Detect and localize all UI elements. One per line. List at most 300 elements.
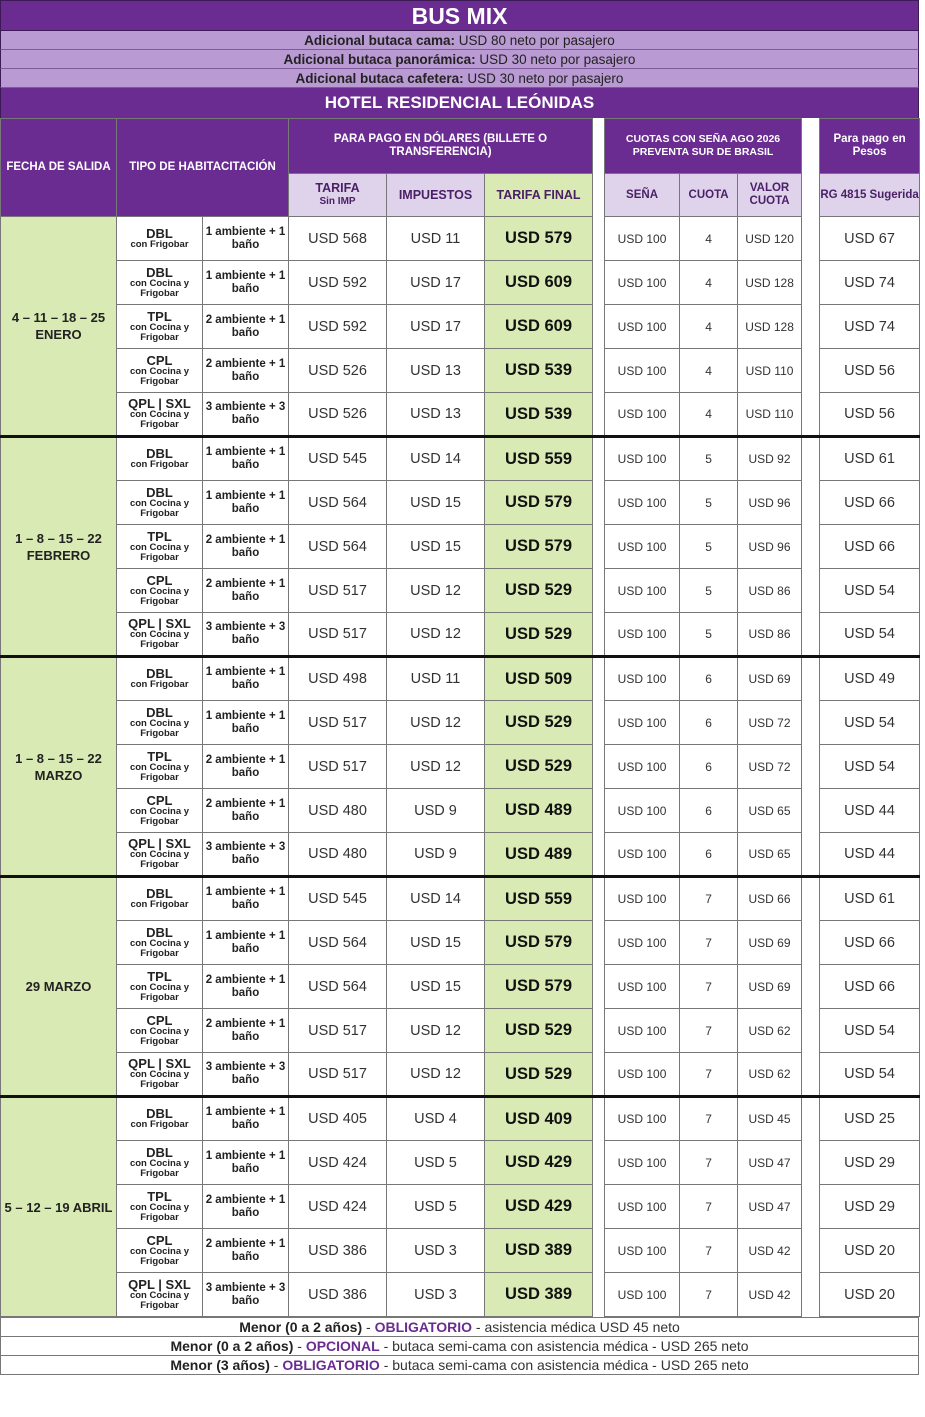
table-row: [1, 701, 920, 745]
hotel-name: HOTEL RESIDENCIAL LEÓNIDAS: [0, 88, 919, 118]
room-type: [117, 965, 203, 1009]
room-layout: 2 ambiente + 1 baño: [203, 1009, 289, 1053]
table-row: [1, 1185, 920, 1229]
tarifa-final-cell: USD 539: [485, 393, 593, 437]
room-detail: con Cocina y Frigobar: [129, 849, 190, 870]
valor-cuota-cell: USD 69: [738, 921, 802, 965]
tarifa-final-cell: USD 529: [485, 1009, 593, 1053]
column-gap: [802, 217, 820, 261]
valor-cuota-cell: USD 65: [738, 833, 802, 877]
room-detail: con Cocina y Frigobar: [129, 1289, 190, 1311]
tarifa-cell: USD 517: [289, 613, 387, 657]
cuota-cell: 7: [680, 1141, 738, 1185]
note-text: - butaca semi-cama con asistencia médica - USD 265 neto: [379, 1338, 749, 1354]
room-layout: 1 ambiente + 1 baño: [203, 437, 289, 481]
room-type: [117, 1273, 203, 1317]
pesos-cell: USD 61: [820, 877, 920, 921]
tarifa-cell: USD 592: [289, 261, 387, 305]
sena-cell: USD 100: [605, 745, 680, 789]
sena-cell: USD 100: [605, 261, 680, 305]
column-gap: [593, 119, 605, 217]
column-gap: [802, 1009, 820, 1053]
impuestos-cell: USD 17: [387, 261, 485, 305]
room-type: [117, 1141, 203, 1185]
column-gap: [593, 745, 605, 789]
room-type: [117, 217, 203, 261]
column-gap: [593, 217, 605, 261]
departure-date: 1 – 8 – 15 – 22 MARZO: [1, 657, 117, 877]
departure-date: 4 – 11 – 18 – 25 ENERO: [1, 217, 117, 437]
pesos-cell: USD 54: [820, 613, 920, 657]
cuota-cell: 7: [680, 1229, 738, 1273]
column-gap: [802, 1097, 820, 1141]
sena-cell: USD 100: [605, 789, 680, 833]
room-detail: con Cocina y Frigobar: [129, 1245, 190, 1267]
cuota-cell: 7: [680, 965, 738, 1009]
room-layout: 1 ambiente + 1 baño: [203, 261, 289, 305]
room-detail: con Frigobar: [130, 899, 189, 910]
room-detail: con Cocina y Frigobar: [129, 321, 190, 343]
pesos-cell: USD 74: [820, 305, 920, 349]
valor-cuota-cell: USD 42: [738, 1273, 802, 1317]
tarifa-cell: USD 386: [289, 1273, 387, 1317]
tarifa-final-cell: USD 429: [485, 1141, 593, 1185]
room-type: [117, 481, 203, 525]
column-gap: [593, 789, 605, 833]
room-layout: 2 ambiente + 1 baño: [203, 745, 289, 789]
impuestos-cell: USD 9: [387, 789, 485, 833]
valor-cuota-cell: USD 110: [738, 393, 802, 437]
column-gap: [802, 119, 820, 217]
note-sep: -: [293, 1338, 306, 1354]
tarifa-cell: USD 498: [289, 657, 387, 701]
room-type: [117, 1185, 203, 1229]
cuota-cell: 5: [680, 613, 738, 657]
tarifa-final-cell: USD 539: [485, 349, 593, 393]
room-layout: 3 ambiente + 3 baño: [203, 1273, 289, 1317]
cuota-cell: 4: [680, 349, 738, 393]
sena-cell: USD 100: [605, 1229, 680, 1273]
column-gap: [593, 657, 605, 701]
sena-cell: USD 100: [605, 613, 680, 657]
impuestos-cell: USD 12: [387, 1009, 485, 1053]
impuestos-cell: USD 12: [387, 1053, 485, 1097]
room-layout: 1 ambiente + 1 baño: [203, 217, 289, 261]
note-subject: Menor (3 años): [170, 1357, 270, 1373]
pesos-cell: USD 54: [820, 1009, 920, 1053]
extra-text: USD 80 neto por pasajero: [454, 33, 615, 48]
room-type: [117, 305, 203, 349]
column-gap: [802, 965, 820, 1009]
tarifa-cell: USD 526: [289, 393, 387, 437]
column-gap: [593, 1273, 605, 1317]
impuestos-cell: USD 3: [387, 1229, 485, 1273]
valor-cuota-cell: USD 62: [738, 1009, 802, 1053]
footer-note: [1, 1318, 919, 1337]
room-code: QPL | SXL: [128, 616, 191, 631]
column-gap: [593, 1053, 605, 1097]
sena-cell: USD 100: [605, 1273, 680, 1317]
footer-notes: [0, 1317, 919, 1375]
pesos-cell: USD 66: [820, 481, 920, 525]
extra-label: Adicional butaca cama:: [304, 33, 455, 48]
room-type: [117, 437, 203, 481]
header-impuestos: IMPUESTOS: [387, 174, 485, 217]
tarifa-cell: USD 480: [289, 789, 387, 833]
pesos-cell: USD 56: [820, 349, 920, 393]
impuestos-cell: USD 12: [387, 613, 485, 657]
column-gap: [593, 349, 605, 393]
table-row: [1, 965, 920, 1009]
tarifa-cell: USD 405: [289, 1097, 387, 1141]
room-detail: con Cocina y Frigobar: [129, 1069, 190, 1090]
room-type: [117, 569, 203, 613]
cuota-cell: 7: [680, 1009, 738, 1053]
column-gap: [593, 1229, 605, 1273]
room-type: [117, 1009, 203, 1053]
room-detail: con Cocina y Frigobar: [129, 585, 190, 607]
extra-cama: [0, 31, 919, 50]
room-layout: 2 ambiente + 1 baño: [203, 349, 289, 393]
table-row: [1, 833, 920, 877]
cuota-cell: 6: [680, 833, 738, 877]
column-gap: [802, 877, 820, 921]
room-type: [117, 525, 203, 569]
tarifa-final-cell: USD 529: [485, 745, 593, 789]
header-rg: RG 4815 Sugerida: [820, 174, 920, 217]
departure-date: 1 – 8 – 15 – 22 FEBRERO: [1, 437, 117, 657]
valor-cuota-cell: USD 47: [738, 1141, 802, 1185]
tarifa-final-cell: USD 429: [485, 1185, 593, 1229]
impuestos-cell: USD 15: [387, 525, 485, 569]
room-code: CPL: [146, 1232, 173, 1248]
room-layout: 2 ambiente + 1 baño: [203, 1185, 289, 1229]
valor-cuota-cell: USD 45: [738, 1097, 802, 1141]
column-gap: [593, 261, 605, 305]
column-gap: [802, 481, 820, 525]
room-code: DBL: [146, 666, 173, 681]
pesos-cell: USD 20: [820, 1273, 920, 1317]
impuestos-cell: USD 15: [387, 965, 485, 1009]
table-row: [1, 877, 920, 921]
tarifa-cell: USD 517: [289, 701, 387, 745]
pesos-cell: USD 61: [820, 437, 920, 481]
cuota-cell: 6: [680, 745, 738, 789]
cuota-cell: 4: [680, 261, 738, 305]
column-gap: [593, 437, 605, 481]
pesos-cell: USD 54: [820, 1053, 920, 1097]
room-type: [117, 921, 203, 965]
tarifa-cell: USD 480: [289, 833, 387, 877]
pesos-cell: USD 44: [820, 833, 920, 877]
extra-label: Adicional butaca panorámica:: [283, 52, 476, 67]
column-gap: [593, 481, 605, 525]
column-gap: [802, 657, 820, 701]
room-code: QPL | SXL: [128, 1276, 191, 1292]
tarifa-cell: USD 424: [289, 1185, 387, 1229]
table-row: [1, 745, 920, 789]
room-code: DBL: [146, 446, 173, 461]
valor-cuota-cell: USD 69: [738, 657, 802, 701]
room-detail: con Frigobar: [130, 459, 189, 470]
sena-cell: USD 100: [605, 217, 680, 261]
tarifa-cell: USD 564: [289, 921, 387, 965]
valor-cuota-cell: USD 66: [738, 877, 802, 921]
note-subject: Menor (0 a 2 años): [170, 1338, 294, 1354]
impuestos-cell: USD 9: [387, 833, 485, 877]
valor-cuota-cell: USD 92: [738, 437, 802, 481]
table-row: [1, 349, 920, 393]
room-layout: 2 ambiente + 1 baño: [203, 789, 289, 833]
tarifa-final-cell: USD 579: [485, 921, 593, 965]
impuestos-cell: USD 11: [387, 657, 485, 701]
impuestos-cell: USD 12: [387, 745, 485, 789]
impuestos-cell: USD 12: [387, 701, 485, 745]
sena-cell: USD 100: [605, 965, 680, 1009]
room-layout: 1 ambiente + 1 baño: [203, 1097, 289, 1141]
sena-cell: USD 100: [605, 1185, 680, 1229]
room-layout: 2 ambiente + 1 baño: [203, 305, 289, 349]
column-gap: [802, 613, 820, 657]
tarifa-cell: USD 386: [289, 1229, 387, 1273]
cuota-cell: 4: [680, 393, 738, 437]
table-row: [1, 1097, 920, 1141]
table-row: [1, 789, 920, 833]
room-type: [117, 613, 203, 657]
cuota-cell: 5: [680, 525, 738, 569]
pesos-cell: USD 56: [820, 393, 920, 437]
sena-cell: USD 100: [605, 305, 680, 349]
tarifa-cell: USD 564: [289, 965, 387, 1009]
pesos-cell: USD 66: [820, 525, 920, 569]
column-gap: [802, 437, 820, 481]
cuota-cell: 5: [680, 569, 738, 613]
cuota-cell: 7: [680, 1185, 738, 1229]
tarifa-cell: USD 517: [289, 1009, 387, 1053]
sena-cell: USD 100: [605, 1097, 680, 1141]
room-type: [117, 833, 203, 877]
column-gap: [802, 261, 820, 305]
footer-note: [1, 1356, 919, 1375]
sena-cell: USD 100: [605, 701, 680, 745]
room-detail: con Cocina y Frigobar: [129, 277, 190, 299]
table-row: [1, 525, 920, 569]
pesos-cell: USD 54: [820, 569, 920, 613]
pesos-cell: USD 54: [820, 745, 920, 789]
sena-cell: USD 100: [605, 877, 680, 921]
room-layout: 1 ambiente + 1 baño: [203, 1141, 289, 1185]
table-row: [1, 393, 920, 437]
room-layout: 1 ambiente + 1 baño: [203, 877, 289, 921]
extra-label: Adicional butaca cafetera:: [295, 71, 464, 86]
room-code: TPL: [147, 748, 172, 764]
departure-date: 5 – 12 – 19 ABRIL: [1, 1097, 117, 1317]
pesos-cell: USD 66: [820, 965, 920, 1009]
sena-cell: USD 100: [605, 349, 680, 393]
impuestos-cell: USD 4: [387, 1097, 485, 1141]
tarifa-final-cell: USD 559: [485, 877, 593, 921]
extra-text: USD 30 neto por pasajero: [475, 52, 636, 67]
note-sep: -: [362, 1319, 375, 1335]
tarifa-cell: USD 564: [289, 525, 387, 569]
valor-cuota-cell: USD 62: [738, 1053, 802, 1097]
footer-note: [1, 1337, 919, 1356]
impuestos-cell: USD 5: [387, 1185, 485, 1229]
sena-cell: USD 100: [605, 1009, 680, 1053]
tarifa-final-cell: USD 579: [485, 965, 593, 1009]
cuota-cell: 5: [680, 437, 738, 481]
tarifa-final-cell: USD 529: [485, 569, 593, 613]
table-row: [1, 437, 920, 481]
room-layout: 3 ambiente + 3 baño: [203, 613, 289, 657]
column-gap: [593, 965, 605, 1009]
room-code: CPL: [146, 352, 173, 368]
impuestos-cell: USD 11: [387, 217, 485, 261]
room-code: DBL: [146, 886, 173, 901]
column-gap: [593, 613, 605, 657]
column-gap: [802, 349, 820, 393]
pesos-cell: USD 29: [820, 1185, 920, 1229]
column-gap: [802, 569, 820, 613]
table-row: [1, 569, 920, 613]
tarifa-cell: USD 517: [289, 569, 387, 613]
room-detail: con Cocina y Frigobar: [129, 1201, 190, 1223]
column-gap: [802, 305, 820, 349]
valor-cuota-cell: USD 65: [738, 789, 802, 833]
page-title: BUS MIX: [0, 0, 919, 31]
table-row: [1, 1053, 920, 1097]
column-gap: [593, 305, 605, 349]
room-detail: con Cocina y Frigobar: [129, 629, 190, 650]
impuestos-cell: USD 12: [387, 569, 485, 613]
room-type: [117, 1229, 203, 1273]
room-layout: 1 ambiente + 1 baño: [203, 701, 289, 745]
sena-cell: USD 100: [605, 481, 680, 525]
column-gap: [802, 745, 820, 789]
room-detail: con Cocina y Frigobar: [129, 1025, 190, 1047]
impuestos-cell: USD 15: [387, 481, 485, 525]
room-type: [117, 745, 203, 789]
column-gap: [593, 1009, 605, 1053]
room-code: TPL: [147, 528, 172, 544]
cuota-cell: 6: [680, 701, 738, 745]
tarifa-final-cell: USD 509: [485, 657, 593, 701]
valor-cuota-cell: USD 96: [738, 525, 802, 569]
valor-cuota-cell: USD 47: [738, 1185, 802, 1229]
room-layout: 2 ambiente + 1 baño: [203, 525, 289, 569]
table-row: [1, 305, 920, 349]
room-detail: con Cocina y Frigobar: [129, 761, 190, 783]
room-code: CPL: [146, 572, 173, 588]
header-valor-cuota: VALOR CUOTA: [738, 174, 802, 217]
column-gap: [593, 701, 605, 745]
table-row: [1, 613, 920, 657]
note-sep: -: [269, 1357, 283, 1373]
column-gap: [593, 833, 605, 877]
room-type: [117, 1097, 203, 1141]
table-row: [1, 1273, 920, 1317]
room-detail: con Frigobar: [130, 238, 189, 250]
pesos-cell: USD 49: [820, 657, 920, 701]
impuestos-cell: USD 5: [387, 1141, 485, 1185]
note-text: - asistencia médica USD 45 neto: [472, 1319, 680, 1335]
note-flag: OBLIGATORIO: [282, 1357, 380, 1373]
cuota-cell: 6: [680, 789, 738, 833]
tarifa-final-cell: USD 579: [485, 217, 593, 261]
tarifa-final-cell: USD 389: [485, 1229, 593, 1273]
sena-cell: USD 100: [605, 1141, 680, 1185]
column-gap: [802, 525, 820, 569]
valor-cuota-cell: USD 69: [738, 965, 802, 1009]
room-layout: 1 ambiente + 1 baño: [203, 481, 289, 525]
pesos-cell: USD 67: [820, 217, 920, 261]
tarifa-final-cell: USD 489: [485, 833, 593, 877]
room-type: [117, 393, 203, 437]
header-cuota: CUOTA: [680, 174, 738, 217]
tarifa-final-cell: USD 529: [485, 701, 593, 745]
room-code: DBL: [146, 924, 173, 940]
column-gap: [593, 921, 605, 965]
sena-cell: USD 100: [605, 437, 680, 481]
room-code: DBL: [146, 484, 173, 500]
column-gap: [802, 789, 820, 833]
header-tarifa-final: TARIFA FINAL: [485, 174, 593, 217]
column-gap: [802, 1185, 820, 1229]
room-code: TPL: [147, 968, 172, 984]
tarifa-cell: USD 424: [289, 1141, 387, 1185]
sena-cell: USD 100: [605, 833, 680, 877]
tarifa-final-cell: USD 529: [485, 1053, 593, 1097]
valor-cuota-cell: USD 86: [738, 613, 802, 657]
table-row: [1, 1141, 920, 1185]
pesos-cell: USD 74: [820, 261, 920, 305]
room-code: QPL | SXL: [128, 396, 191, 411]
valor-cuota-cell: USD 86: [738, 569, 802, 613]
room-layout: 1 ambiente + 1 baño: [203, 921, 289, 965]
tarifa-cell: USD 568: [289, 217, 387, 261]
room-type: [117, 877, 203, 921]
impuestos-cell: USD 15: [387, 921, 485, 965]
pesos-cell: USD 29: [820, 1141, 920, 1185]
room-type: [117, 701, 203, 745]
room-code: TPL: [147, 308, 172, 324]
room-code: CPL: [146, 792, 173, 808]
extra-text: USD 30 neto por pasajero: [463, 71, 624, 86]
room-type: [117, 789, 203, 833]
cuota-cell: 4: [680, 217, 738, 261]
room-layout: 3 ambiente + 3 baño: [203, 1053, 289, 1097]
departure-date: 29 MARZO: [1, 877, 117, 1097]
cuota-cell: 5: [680, 481, 738, 525]
valor-cuota-cell: USD 72: [738, 701, 802, 745]
column-gap: [593, 1097, 605, 1141]
table-row: [1, 261, 920, 305]
table-row: [1, 921, 920, 965]
room-code: DBL: [146, 704, 173, 720]
room-type: [117, 261, 203, 305]
column-gap: [802, 1229, 820, 1273]
header-tarifa: [289, 174, 387, 217]
room-code: DBL: [146, 1106, 173, 1121]
header-sena: SEÑA: [605, 174, 680, 217]
valor-cuota-cell: USD 128: [738, 261, 802, 305]
tarifa-cell: USD 517: [289, 745, 387, 789]
table-row: [1, 217, 920, 261]
tarifa-cell: USD 545: [289, 437, 387, 481]
column-gap: [802, 833, 820, 877]
room-detail: con Cocina y Frigobar: [129, 497, 190, 519]
room-layout: 3 ambiente + 3 baño: [203, 393, 289, 437]
